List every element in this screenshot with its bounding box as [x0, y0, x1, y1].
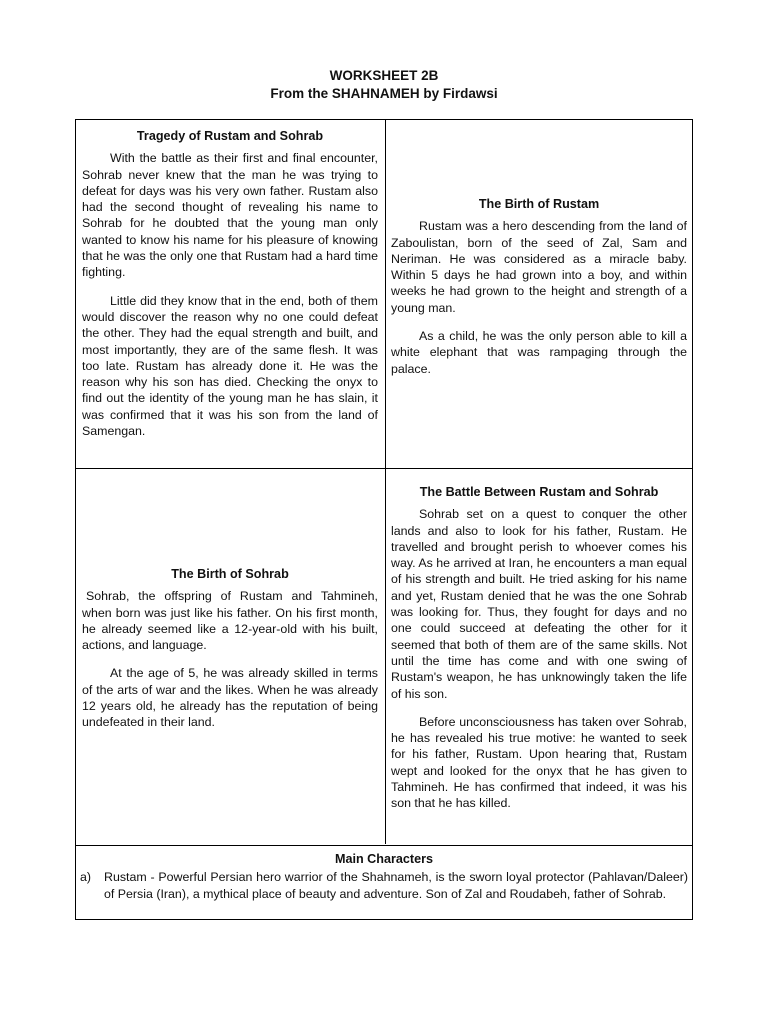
worksheet-title: WORKSHEET 2B	[329, 68, 439, 83]
section-paragraph: Rustam was a hero descending from the land of Zaboulistan, born of the seed of Zal, Sam and Neriman. He was considered as a miracle baby. Within 5 days he had grown into a boy, and within weeks he had grown to the height and strength of a young man.	[391, 219, 687, 315]
row-divider-2	[76, 845, 692, 846]
main-characters-section	[80, 851, 688, 902]
section-paragraph: Little did they know that in the end, both of them would discover the reason why no one could defeat the other. They had the equal strength and built, and most importantly, they are of the same flesh. It was too late. Rustam has already done it. He was the reason why his son has died. Checking the onyx to find out the identity of the young man he has slain, it was confirmed that it was his son from the land of Samengan.	[82, 293, 378, 439]
section-paragraph: Before unconsciousness has taken over Sohrab, he has revealed his true motive: he wanted to seek for his father, Rustam. Upon hearing that, Rustam wept and looked for the onyx that he has given to Tahmineh. He has confirmed that indeed, it was his son that he has killed.	[391, 714, 687, 811]
worksheet-subtitle: From the SHAHNAMEH by Firdawsi	[270, 86, 498, 101]
section-birth-of-sohrab	[82, 566, 378, 743]
worksheet-table	[75, 119, 693, 920]
column-divider-middle	[385, 469, 386, 844]
list-item	[80, 869, 688, 902]
section-title: Tragedy of Rustam and Sohrab	[136, 129, 324, 143]
list-item-text: Rustam - Powerful Persian hero warrior of the Shahnameh, is the sworn loyal protector (Pahlavan/Daleer) of Persia (Iran), a mythical place of beauty and adventure. Son of Zal and Roudabeh, father of Sohrab.	[104, 870, 688, 901]
section-title: The Birth of Sohrab	[171, 567, 289, 581]
section-birth-of-rustam	[391, 196, 687, 389]
section-battle	[391, 484, 687, 824]
section-tragedy	[82, 128, 378, 451]
section-paragraph: With the battle as their first and final encounter, Sohrab never knew that the man he was trying to defeat for days was his very own father. Rustam also had the second thought of revealing his name to Sohrab for he doubted that the young man only wanted to know his name for his pleasure of knowing that he was the only one that Rustam had a hard time fighting.	[82, 151, 378, 280]
section-paragraph: Sohrab, the offspring of Rustam and Tahmineh, when born was just like his father. On his first month, he already seemed like a 12-year-old with his built, actions, and language.	[82, 589, 378, 653]
section-title: The Birth of Rustam	[478, 197, 600, 211]
column-divider-top	[385, 120, 386, 469]
row-divider-1	[76, 468, 692, 469]
section-title: The Battle Between Rustam and Sohrab	[419, 485, 659, 499]
section-paragraph: Sohrab set on a quest to conquer the other lands and also to look for his father, Rustam. He travelled and brought perish to whoever comes his way. As he arrived at Iran, he encounters a man equal of his strength and built. He tried asking for his name and yet, Rustam denied that he was the one Sohrab was looking for. Thus, they fought for days and no one could succeed at defeating the other for it seemed that both of them are of the same skills. Not until the time has come and with one swing of Rustam's weapon, he has unknowingly taken the life of his son.	[391, 507, 687, 701]
section-paragraph: At the age of 5, he was already skilled in terms of the arts of war and the likes. When he was already 12 years old, he already has the reputation of being undefeated in their land.	[82, 666, 378, 730]
section-title: Main Characters	[335, 852, 433, 866]
list-item-label: a)	[80, 870, 92, 885]
section-paragraph: As a child, he was the only person able to kill a white elephant that was rampaging through the palace.	[391, 329, 687, 376]
